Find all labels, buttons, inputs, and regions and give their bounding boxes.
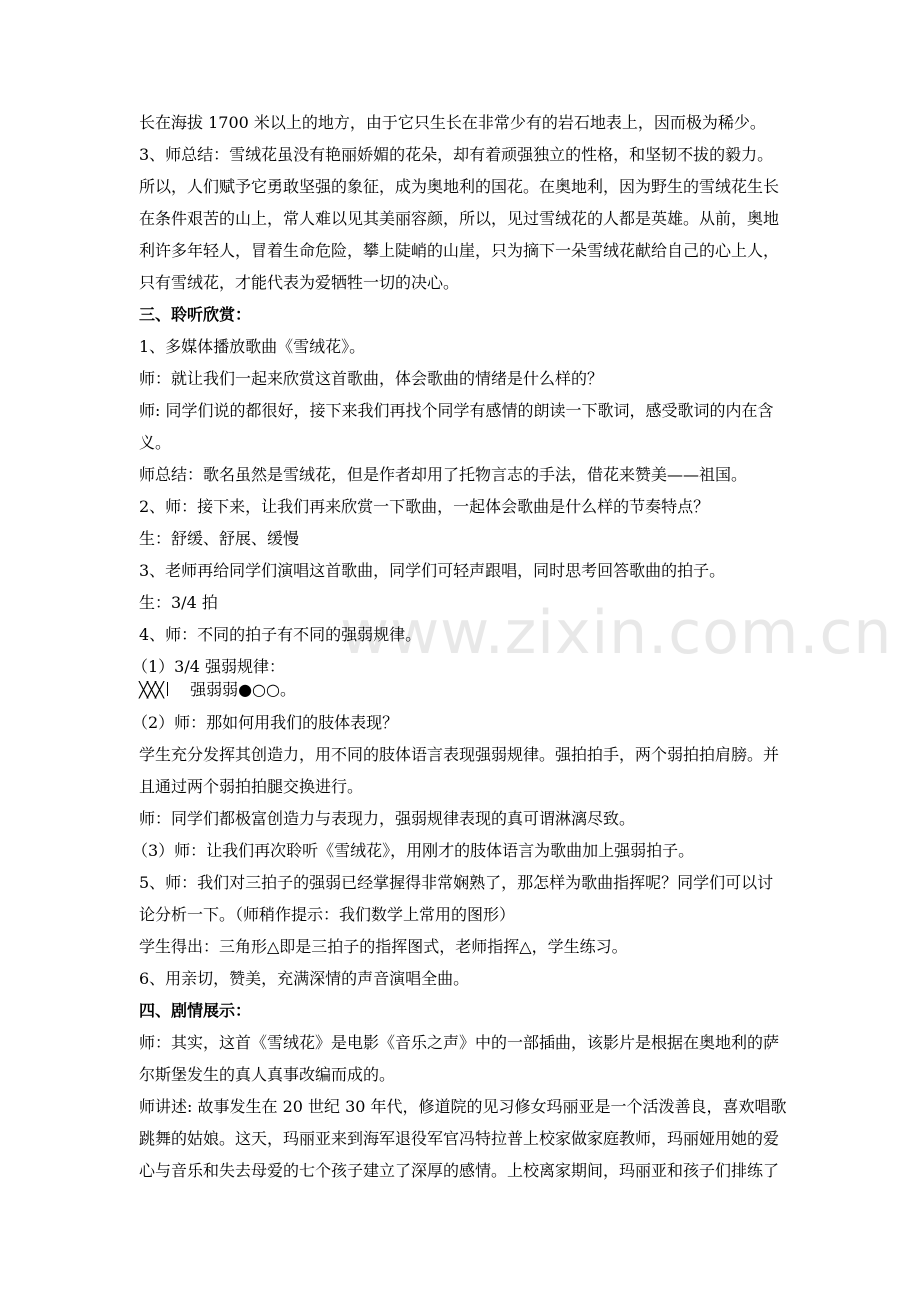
text-line: 利许多年轻人，冒着生命危险，攀上陡峭的山崖，只为摘下一朵雪绒花献给自己的心上人，: [139, 241, 780, 260]
text-line: 师讲述: 故事发生在 20 世纪 30 年代，修道院的见习修女玛丽亚是一个活泼善良，喜欢唱歌: [139, 1097, 787, 1116]
text-line: 长在海拔 1700 米以上的地方，由于它只生长在非常少有的岩石地表上，因而极为稀少。: [139, 113, 766, 132]
text-line: 心与音乐和失去母爱的七个孩子建立了深厚的感情。上校离家期间，玛丽亚和孩子们排练了: [139, 1161, 780, 1180]
section-heading: 三、聆听欣赏：: [139, 305, 252, 324]
text-line: 师：同学们都极富创造力与表现力，强弱规律表现的真可谓淋漓尽致。: [139, 809, 636, 828]
text-line: 生：3/4 拍: [139, 593, 218, 612]
text-line: 且通过两个弱拍拍腿交换进行。: [139, 777, 364, 796]
text-line: 1、多媒体播放歌曲《雪绒花》。: [139, 337, 366, 356]
text-line: 4、师：不同的拍子有不同的强弱规律。: [139, 625, 422, 644]
text-line: 5、师：我们对三拍子的强弱已经掌握得非常娴熟了，那怎样为歌曲指挥呢？同学们可以讨: [139, 873, 774, 892]
text-line: 论分析一下。（师稍作提示：我们数学上常用的图形）: [139, 905, 516, 924]
text-line: 师：其实，这首《雪绒花》是电影《音乐之声》中的一部插曲，该影片是根据在奥地利的萨: [139, 1033, 780, 1052]
text-line: 义。: [139, 433, 172, 452]
text-line: （3）师：让我们再次聆听《雪绒花》，用刚才的肢体语言为歌曲加上强弱拍子。: [132, 841, 695, 860]
text-line: 3、师总结：雪绒花虽没有艳丽娇媚的花朵，却有着顽强独立的性格，和坚韧不拔的毅力。: [139, 145, 774, 164]
text-line: 2、师：接下来，让我们再来欣赏一下歌曲，一起体会歌曲是什么样的节奏特点？: [139, 497, 710, 516]
text-line: 学生得出：三角形△即是三拍子的指挥图式，老师指挥△，学生练习。: [139, 937, 628, 956]
text-line: 学生充分发挥其创造力，用不同的肢体语言表现强弱规律。强拍拍手，两个弱拍拍肩膀。并: [139, 745, 780, 764]
text-line: 师: 同学们说的都很好，接下来我们再找个同学有感情的朗读一下歌词，感受歌词的内在含: [139, 401, 774, 420]
text-line: 生：舒缓、舒展、缓慢: [139, 529, 300, 548]
text-line: 在条件艰苦的山上，常人难以见其美丽容颜，所以，见过雪绒花的人都是英雄。从前，奥地: [139, 209, 780, 228]
text-line: 只有雪绒花，才能代表为爱牺牲一切的决心。: [139, 273, 460, 292]
text-line: 师：就让我们一起来欣赏这首歌曲，体会歌曲的情绪是什么样的？: [139, 369, 604, 388]
bar-line: [167, 682, 168, 696]
text-line: 师总结：歌名虽然是雪绒花，但是作者却用了托物言志的手法，借花来赞美——祖国。: [139, 465, 748, 484]
text-line: 3、老师再给同学们演唱这首歌曲，同学们可轻声跟唱，同时思考回答歌曲的拍子。: [139, 561, 726, 580]
rhythm-pattern: [139, 679, 296, 701]
text-line: 跳舞的姑娘。这天，玛丽亚来到海军退役军官冯特拉普上校家做家庭教师，玛丽娅用她的爱: [139, 1129, 780, 1148]
strong-weak-pattern: 强弱弱●○○。: [190, 680, 296, 699]
text-line: 6、用亲切，赞美，充满深情的声音演唱全曲。: [139, 969, 470, 988]
text-line: 尔斯堡发生的真人真事改编而成的。: [139, 1065, 396, 1084]
watermark: www.zixin.com.cn: [340, 598, 893, 668]
section-heading: 四、剧情展示：: [139, 1001, 252, 1020]
text-line: （1）3/4 强弱规律：: [132, 657, 286, 676]
text-line: 所以，人们赋予它勇敢坚强的象征，成为奥地利的国花。在奥地利，因为野生的雪绒花生长: [139, 177, 780, 196]
cross-notes: ╳╳╳: [139, 681, 164, 699]
text-line: （2）师：那如何用我们的肢体表现？: [132, 713, 399, 732]
